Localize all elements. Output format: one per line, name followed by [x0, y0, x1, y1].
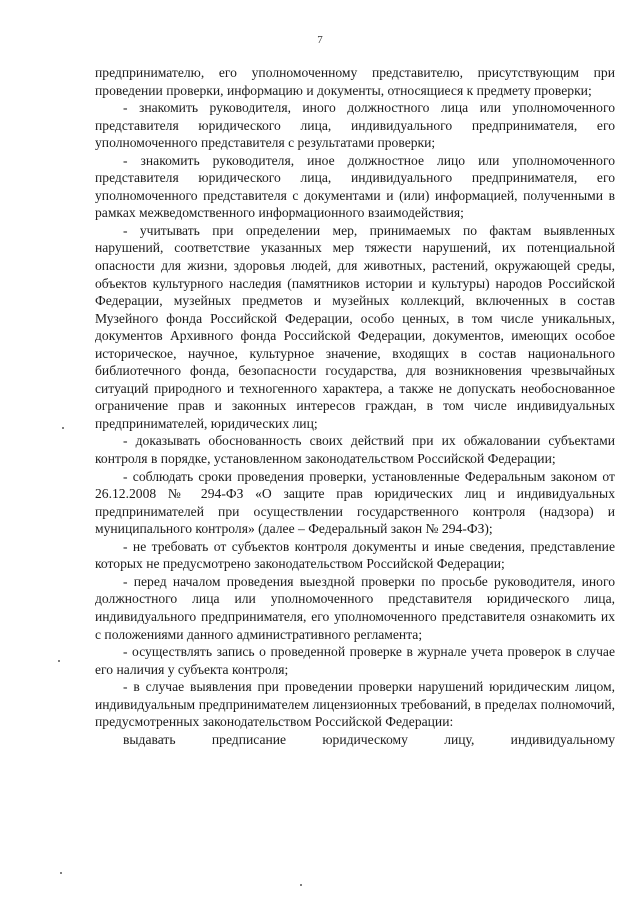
trailing-line — [95, 731, 615, 749]
scan-speck — [58, 660, 60, 662]
paragraph: - доказывать обоснованность своих действий при их обжаловании субъектами контроля в порядке, установленном законодательством Российской Федерации; — [95, 433, 615, 467]
paragraph: предпринимателю, его уполномоченному представителю, присутствующим при проведении проверки, информацию и документы, относящиеся к предмету проверки; — [95, 65, 615, 98]
word: выдавать — [123, 731, 176, 747]
word: предписание — [211, 731, 287, 747]
paragraph: - в случае выявления при проведении проверки нарушений юридическим лицом, индивидуальным предпринимателем лицензионных требований, в пределах полномочий, предусмотренных законодательством Российской Федерации: — [95, 679, 615, 730]
scan-speck — [300, 884, 302, 886]
word: лицу, — [444, 731, 475, 747]
paragraph: - знакомить руководителя, иное должностное лицо или уполномоченного представителя юридического лица, индивидуального предпринимателя, его уполномоченного представителя с документами и (или) информацией, полученными в рамках межведомственного информационного взаимодействия; — [95, 152, 615, 221]
scan-speck — [62, 427, 64, 429]
scan-speck — [60, 872, 62, 874]
word: индивидуальному — [510, 731, 615, 747]
paragraph: - перед началом проведения выездной проверки по просьбе руководителя, иного должностного лица или уполномоченного представителя юридического лица, индивидуального предпринимателя, его уполномоченного представителя ознакомить их с положениями данного административного регламента; — [95, 573, 615, 642]
paragraph: - учитывать при определении мер, принимаемых по фактам выявленных нарушений, соответствие указанных мер тяжести нарушений, их потенциальной опасности для жизни, здоровья людей, для животных, растений, окружающей среды, объектов культурного наследия (памятников истории и культуры) народов Российской Федерации, музейных предметов и музейных коллекций, включенных в состав Музейного фонда Российской Федерации, особо ценных, в том числе уникальных, документов Архивного фонда Российской Федерации, документов, имеющих особое историческое, научное, культурное значение, входящих в состав национального библиотечного фонда, безопасности государства, для возникновения чрезвычайных ситуаций природного и техногенного характера, а также не допускать необоснованное ограничение прав и законных интересов граждан, в том числе индивидуальных предпринимателей, юридических лиц; — [95, 222, 615, 431]
paragraph: - соблюдать сроки проведения проверки, установленные Федеральным законом от 26.12.2008 № 294-ФЗ «О защите прав юридических лиц и индивидуальных предпринимателей при осуществлении государственного контроля (надзора) и муниципального контроля» (далее – Федеральный закон № 294-ФЗ); — [95, 468, 615, 537]
document-body — [95, 64, 615, 748]
paragraph: - знакомить руководителя, иного должностного лица или уполномоченного представителя юридического лица, индивидуального предпринимателя, его уполномоченного представителя с результатами проверки; — [95, 100, 615, 151]
paragraph: - не требовать от субъектов контроля документы и иные сведения, представление которых не предусмотрено законодательством Российской Федерации; — [95, 538, 615, 572]
page-number: 7 — [317, 34, 323, 46]
paragraph: - осуществлять запись о проведенной проверке в журнале учета проверок в случае его наличия у субъекта контроля; — [95, 644, 615, 677]
word: юридическому — [322, 731, 408, 747]
